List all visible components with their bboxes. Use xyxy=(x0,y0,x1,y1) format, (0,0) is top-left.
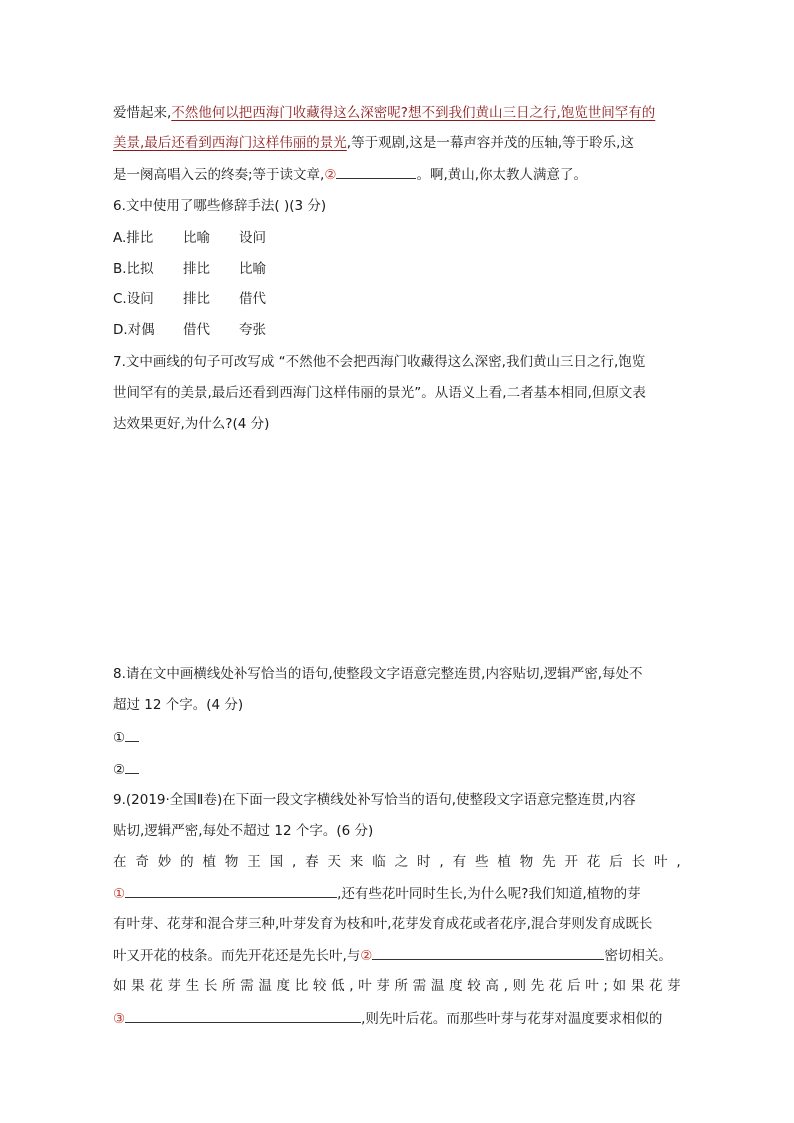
paragraph-char: ; xyxy=(603,978,608,994)
passage-text: 是一阕高唱入云的终奏;等于读文章, xyxy=(113,167,325,183)
question-9-para-line-6 xyxy=(113,1008,662,1029)
blank-number-3: ③ xyxy=(113,1011,126,1027)
option-item: 借代 xyxy=(239,291,266,307)
passage-text: 爱惜起来, xyxy=(113,105,172,121)
paragraph-char: 需 xyxy=(412,978,427,994)
paragraph-char: 植 xyxy=(202,854,216,870)
paragraph-text: 叶又开花的枝条。而先开花还是先长叶,与 xyxy=(113,948,361,964)
paragraph-char: 之 xyxy=(394,854,409,870)
paragraph-char: 温 xyxy=(258,978,272,994)
paragraph-char: , xyxy=(503,978,508,994)
option-letter: C.设问 xyxy=(113,291,154,307)
answer-blank-2[interactable] xyxy=(125,759,139,774)
paragraph-char: 较 xyxy=(312,978,327,994)
question-7-line-1: 7.文中画线的句子可改写成 “不然他不会把西海门收藏得这么深密,我们黄山三日之行,饱览 xyxy=(113,354,646,370)
question-9-line-1: 9.(2019·全国Ⅱ卷)在下面一段文字横线处补写恰当的语句,使整段文字语意完整连贯,内容 xyxy=(113,792,636,808)
paragraph-char: 在 xyxy=(113,854,127,870)
paragraph-char: 后 xyxy=(567,978,581,994)
paragraph-char: 叶 xyxy=(585,978,599,994)
paragraph-char: 妙 xyxy=(157,854,172,870)
paragraph-char: 如 xyxy=(113,978,127,994)
paragraph-char: 植 xyxy=(497,854,511,870)
paragraph-text: 密切相关。 xyxy=(604,948,672,964)
paragraph-char: , xyxy=(292,854,297,870)
option-letter: D.对偶 xyxy=(113,322,155,338)
paragraph-char: 叶 xyxy=(653,854,668,870)
paragraph-char: 王 xyxy=(247,854,261,870)
paragraph-char: , xyxy=(349,978,354,994)
blank-number-1: ① xyxy=(113,886,126,902)
option-item: 比喻 xyxy=(183,230,210,246)
paragraph-char: 花 xyxy=(149,978,163,994)
answer-number-2: ② xyxy=(113,762,126,778)
paragraph-char: 所 xyxy=(394,978,409,994)
option-item: 排比 xyxy=(183,291,210,307)
answer-number-1: ① xyxy=(113,730,126,746)
question-7-line-3: 达效果更好,为什么?(4 分) xyxy=(113,416,270,432)
paragraph-char: 春 xyxy=(305,854,319,870)
paragraph-char: 高 xyxy=(485,978,499,994)
paragraph-char: 果 xyxy=(630,978,645,994)
paragraph-char: 物 xyxy=(224,854,239,870)
paragraph-char: 天 xyxy=(327,854,342,870)
paragraph-char: 较 xyxy=(467,978,481,994)
paragraph-char: 叶 xyxy=(358,978,372,994)
paragraph-text: ,则先叶后花。而那些叶芽与花芽对温度要求相似的 xyxy=(361,1011,663,1027)
answer-blank-2[interactable] xyxy=(372,945,604,960)
passage-text: 。啊,黄山,你太教人满意了。 xyxy=(416,167,588,183)
question-6-option-a[interactable] xyxy=(113,228,295,248)
paragraph-char: 先 xyxy=(542,854,556,870)
question-6-option-b[interactable] xyxy=(113,259,295,279)
paragraph-char: 比 xyxy=(294,978,309,994)
answer-blank-1[interactable] xyxy=(125,883,337,898)
paragraph-text: ,还有些花叶同时生长,为什么呢?我们知道,植物的芽 xyxy=(337,886,641,902)
paragraph-char: 如 xyxy=(612,978,627,994)
option-letter: A.排比 xyxy=(113,230,154,246)
paragraph-char: 来 xyxy=(349,854,364,870)
paragraph-char: 花 xyxy=(648,978,663,994)
option-item: 夸张 xyxy=(239,322,266,338)
paragraph-char: 先 xyxy=(530,978,545,994)
passage-line-2 xyxy=(113,133,634,153)
question-9-para-line-1 xyxy=(113,852,681,872)
answer-blank-1[interactable] xyxy=(125,727,139,742)
question-8-answer-2 xyxy=(113,759,139,780)
question-6-stem: 6.文中使用了哪些修辞手法( )(3 分) xyxy=(113,198,327,214)
paragraph-char: 花 xyxy=(586,854,601,870)
paragraph-char: 温 xyxy=(430,978,445,994)
paragraph-char: 则 xyxy=(512,978,527,994)
paragraph-char: 后 xyxy=(609,854,623,870)
answer-blank-3[interactable] xyxy=(125,1008,361,1023)
paragraph-char: 度 xyxy=(449,978,463,994)
paragraph-char: 所 xyxy=(222,978,236,994)
paragraph-char: 奇 xyxy=(135,854,149,870)
blank-number-2: ② xyxy=(360,948,373,964)
question-6-option-d[interactable] xyxy=(113,320,295,340)
paragraph-char: 临 xyxy=(372,854,386,870)
passage-text: ,等于观剧,这是一幕声容并茂的压轴,等于聆乐,这 xyxy=(346,135,634,151)
paragraph-char: , xyxy=(676,854,681,870)
question-9-para-line-2 xyxy=(113,883,641,904)
passage-line-3 xyxy=(113,164,587,185)
question-9-para-line-3: 有叶芽、花芽和混合芽三种,叶芽发育为枝和叶,花芽发育成花或者花序,混合芽则发育成既长 xyxy=(113,916,653,932)
question-8-line-2: 超过 12 个字。(4 分) xyxy=(113,697,244,713)
option-item: 比喻 xyxy=(239,261,266,277)
paragraph-char: 的 xyxy=(180,854,194,870)
paragraph-char: 花 xyxy=(548,978,563,994)
underlined-sentence: 美景,最后还看到西海门这样伟丽的景光 xyxy=(113,135,347,151)
paragraph-char: 低 xyxy=(331,978,345,994)
paragraph-char: 生 xyxy=(185,978,200,994)
paragraph-char: 芽 xyxy=(376,978,390,994)
paragraph-char: 长 xyxy=(631,854,646,870)
option-item: 设问 xyxy=(239,230,266,246)
underlined-sentence: 不然他何以把西海门收藏得这么深密呢?想不到我们黄山三日之行,饱览世间罕有的 xyxy=(171,105,656,121)
question-9-para-line-4 xyxy=(113,945,672,966)
paragraph-char: 需 xyxy=(240,978,254,994)
paragraph-char: 国 xyxy=(269,854,284,870)
option-item: 借代 xyxy=(183,322,210,338)
question-7-line-2: 世间罕有的美景,最后还看到西海门这样伟丽的景光”。从语义上看,二者基本相同,但原文表 xyxy=(113,385,646,401)
question-6-option-c[interactable] xyxy=(113,289,295,309)
paragraph-char: 芽 xyxy=(667,978,681,994)
answer-blank-2[interactable] xyxy=(336,164,416,179)
blank-number-2: ② xyxy=(324,167,337,183)
question-9-para-line-5 xyxy=(113,976,681,996)
paragraph-char: 物 xyxy=(519,854,534,870)
paragraph-char: 开 xyxy=(564,854,578,870)
paragraph-char: 芽 xyxy=(167,978,182,994)
question-8-answer-1 xyxy=(113,727,139,748)
question-9-line-2: 贴切,逻辑严密,每处不超过 12 个字。(6 分) xyxy=(113,823,374,839)
question-8-line-1: 8.请在文中画横线处补写恰当的语句,使整段文字语意完整连贯,内容贴切,逻辑严密,每处不 xyxy=(113,666,643,682)
option-item: 排比 xyxy=(183,261,210,277)
paragraph-char: 有 xyxy=(452,854,467,870)
paragraph-char: 度 xyxy=(276,978,291,994)
option-letter: B.比拟 xyxy=(113,261,154,277)
paragraph-char: 时 xyxy=(417,854,431,870)
paragraph-char: 长 xyxy=(203,978,218,994)
paragraph-char: 些 xyxy=(474,854,489,870)
passage-line-1 xyxy=(113,103,655,123)
paragraph-char: , xyxy=(439,854,444,870)
paragraph-char: 果 xyxy=(131,978,145,994)
